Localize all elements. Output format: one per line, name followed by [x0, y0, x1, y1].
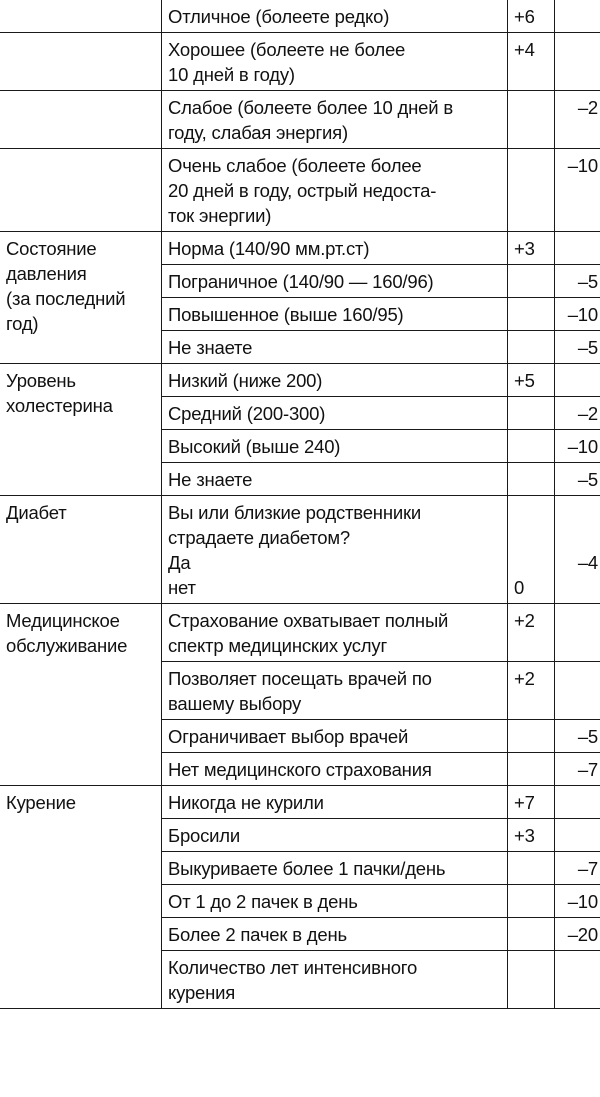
category-cell	[0, 33, 162, 91]
minus-points-cell: –7	[555, 753, 600, 786]
option-cell: Страхование охватывает полный спектр медицинских услуг	[162, 604, 508, 662]
minus-points-cell: –5	[555, 463, 600, 496]
category-cell-blood-pressure: Состояние давления (за последний год)	[0, 232, 162, 364]
minus-points-cell: –10	[555, 149, 600, 232]
plus-points-cell: +7	[508, 786, 555, 819]
plus-points-cell	[508, 149, 555, 232]
table-row	[0, 496, 600, 604]
minus-points-cell: –2	[555, 91, 600, 149]
option-cell: Высокий (выше 240)	[162, 430, 508, 463]
option-cell: Слабое (болеете более 10 дней в году, слабая энергия)	[162, 91, 508, 149]
minus-points-cell	[555, 232, 600, 265]
option-cell: Норма (140/90 мм.рт.ст)	[162, 232, 508, 265]
option-cell: От 1 до 2 пачек в день	[162, 885, 508, 918]
category-cell-medical-service: Медицинское обслуживание	[0, 604, 162, 786]
minus-points-cell	[555, 364, 600, 397]
table-row	[0, 149, 600, 232]
minus-points-cell	[555, 604, 600, 662]
plus-points-cell	[508, 463, 555, 496]
plus-points-cell	[508, 720, 555, 753]
option-cell: Выкуриваете более 1 пачки/день	[162, 852, 508, 885]
minus-points-cell	[555, 33, 600, 91]
minus-points-cell: –5	[555, 331, 600, 364]
minus-points-cell: –5	[555, 720, 600, 753]
minus-points-cell: –5	[555, 265, 600, 298]
category-cell-diabetes: Диабет	[0, 496, 162, 604]
option-cell: Средний (200-300)	[162, 397, 508, 430]
option-cell: Низкий (ниже 200)	[162, 364, 508, 397]
option-cell: Никогда не курили	[162, 786, 508, 819]
option-cell: Повышенное (выше 160/95)	[162, 298, 508, 331]
plus-points-cell	[508, 951, 555, 1009]
option-cell: Не знаете	[162, 331, 508, 364]
plus-points-cell	[508, 753, 555, 786]
table-row	[0, 786, 600, 819]
plus-points-cell: +3	[508, 232, 555, 265]
table-row	[0, 364, 600, 397]
option-cell: Бросили	[162, 819, 508, 852]
minus-points-cell	[555, 0, 600, 33]
minus-points-cell: –10	[555, 885, 600, 918]
plus-points-cell: +4	[508, 33, 555, 91]
plus-points-cell	[508, 331, 555, 364]
table-row	[0, 232, 600, 265]
plus-points-cell	[508, 852, 555, 885]
minus-points-cell	[555, 786, 600, 819]
minus-points-cell: –10	[555, 430, 600, 463]
plus-points-cell	[508, 885, 555, 918]
plus-points-cell: 0	[508, 496, 555, 604]
plus-points-cell: +5	[508, 364, 555, 397]
table-row	[0, 33, 600, 91]
option-cell: Вы или близкие родственники страдаете диабетом? Да нет	[162, 496, 508, 604]
plus-points-cell	[508, 430, 555, 463]
category-cell-smoking: Курение	[0, 786, 162, 1009]
minus-points-cell: –20	[555, 918, 600, 951]
option-cell: Количество лет интенсивного курения	[162, 951, 508, 1009]
table-row	[0, 0, 600, 33]
category-cell	[0, 149, 162, 232]
minus-points-cell: –7	[555, 852, 600, 885]
minus-points-cell: –2	[555, 397, 600, 430]
option-cell: Отличное (болеете редко)	[162, 0, 508, 33]
plus-points-cell	[508, 918, 555, 951]
option-cell: Позволяет посещать врачей по вашему выбору	[162, 662, 508, 720]
plus-points-cell: +6	[508, 0, 555, 33]
minus-points-cell	[555, 662, 600, 720]
minus-points-cell: –10	[555, 298, 600, 331]
plus-points-cell	[508, 91, 555, 149]
minus-points-cell: –4	[555, 496, 600, 604]
option-cell: Не знаете	[162, 463, 508, 496]
option-cell: Хорошее (болеете не более 10 дней в году)	[162, 33, 508, 91]
plus-points-cell	[508, 397, 555, 430]
minus-points-cell	[555, 819, 600, 852]
plus-points-cell: +2	[508, 662, 555, 720]
plus-points-cell: +2	[508, 604, 555, 662]
option-cell: Пограничное (140/90 — 160/96)	[162, 265, 508, 298]
option-cell: Очень слабое (болеете более 20 дней в году, острый недоста- ток энергии)	[162, 149, 508, 232]
plus-points-cell: +3	[508, 819, 555, 852]
minus-points-cell	[555, 951, 600, 1009]
table-row	[0, 604, 600, 662]
option-cell: Нет медицинского страхования	[162, 753, 508, 786]
option-cell: Ограничивает выбор врачей	[162, 720, 508, 753]
plus-points-cell	[508, 298, 555, 331]
category-cell	[0, 0, 162, 33]
category-cell	[0, 91, 162, 149]
category-cell-cholesterol: Уровень холестерина	[0, 364, 162, 496]
option-cell: Более 2 пачек в день	[162, 918, 508, 951]
plus-points-cell	[508, 265, 555, 298]
table-row	[0, 91, 600, 149]
